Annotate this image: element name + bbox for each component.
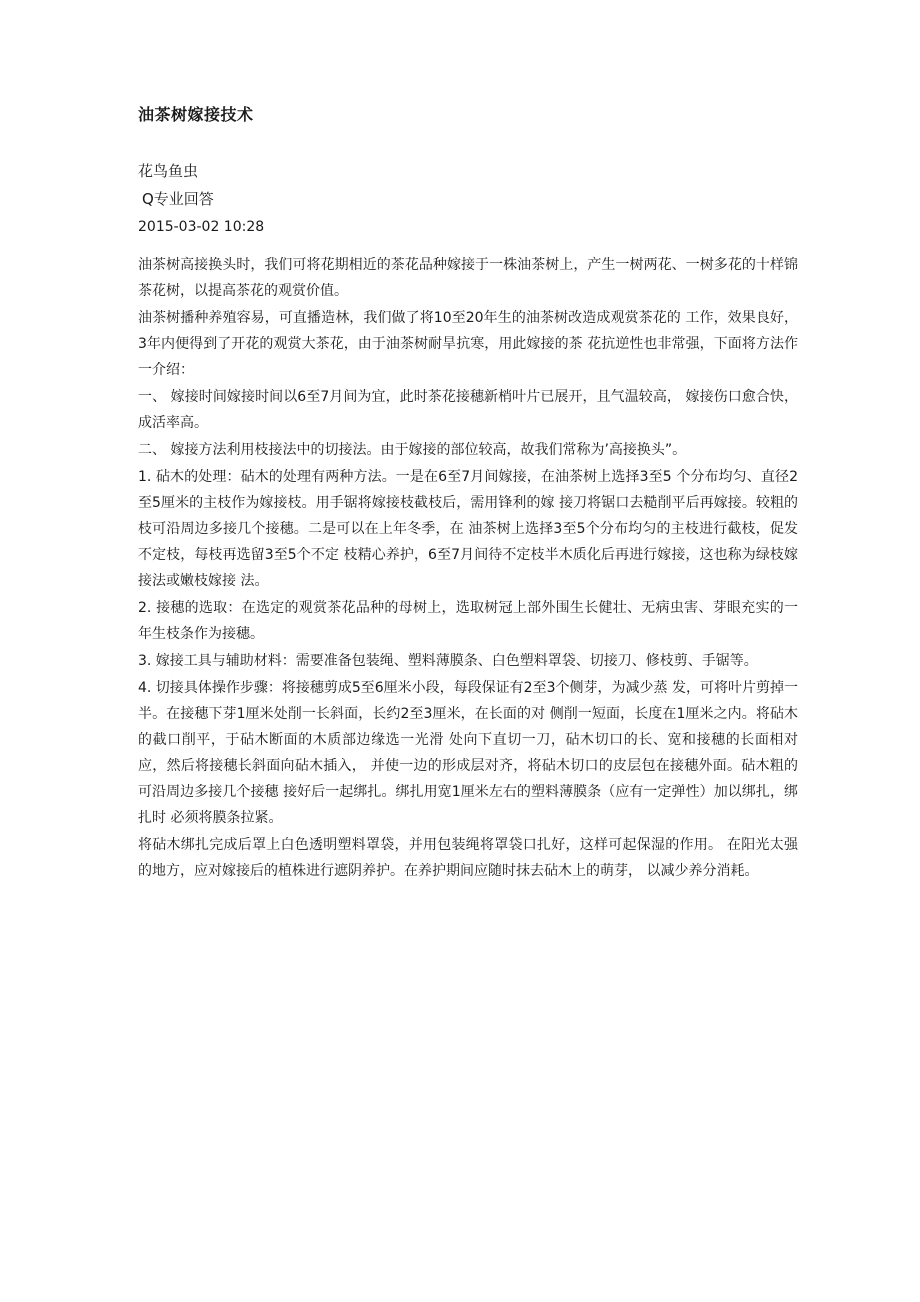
article-body — [138, 252, 798, 884]
author-name: 花鸟鱼虫 — [138, 162, 199, 180]
paragraph-intro: 油茶树高接换头时，我们可将花期相近的茶花品种嫁接于一株油茶树上，产生一树两花、一树多花的十样锦茶花树，以提高茶花的观赏价值。 — [138, 257, 798, 299]
paragraph-background: 油茶树播种养殖容易，可直播造林，我们做了将10至20年生的油茶树改造成观赏茶花的 工作，效果良好，3年内便得到了开花的观赏大茶花，由于油茶树耐旱抗寒，用此嫁接的茶 花抗逆性也非常强，下面将方法作一介绍： — [138, 310, 798, 378]
article — [138, 100, 798, 885]
answer-tag: Q专业回答 — [142, 190, 214, 208]
page-title: 油茶树嫁接技术 — [138, 105, 254, 124]
paragraph-method: 二、 嫁接方法利用枝接法中的切接法。由于嫁接的部位较高，故我们常称为’高接换头”。 — [138, 442, 687, 458]
paragraph-tools: 3. 嫁接工具与辅助材料：需要准备包装绳、塑料薄膜条、白色塑料罩袋、切接刀、修枝剪、手锯等。 — [138, 653, 758, 669]
paragraph-steps: 4. 切接具体操作步骤：将接穗剪成5至6厘米小段，每段保证有2至3个侧芽，为减少蒸 发，可将叶片剪掉一半。在接穗下芽1厘米处削一长斜面，长约2至3厘米，在长面的对 侧削一短面，长度在1厘米之内。将砧木的截口削平，于砧木断面的木质部边缘选一光滑 处向下直切一刀，砧木切口的长、宽和接穗的长面相对应，然后将接穗长斜面向砧木插入， 并使一边的形成层对齐，将砧木切口的皮层包在接穗外面。砧木粗的可沿周边多接几个接穗 接好后一起绑扎。绑扎用宽1厘米左右的塑料薄膜条（应有一定弹性）加以绑扎，绑扎时 必须将膜条拉紧。 — [138, 680, 798, 826]
paragraph-rootstock: 1. 砧木的处理：砧木的处理有两种方法。一是在6至7月间嫁接，在油茶树上选择3至5 个分布均匀、直径2至5厘米的主枝作为嫁接枝。用手锯将嫁接枝截枝后，需用锋利的嫁 接刀将锯口去糙削平后再嫁接。较粗的枝可沿周边多接几个接穗。二是可以在上年冬季，在 油茶树上选择3至5个分布均匀的主枝进行截枝，促发不定枝，每枝再选留3至5个不定 枝精心养护，6至7月间待不定枝半木质化后再进行嫁接，这也称为绿枝嫁接法或嫩枝嫁接 法。 — [138, 469, 798, 589]
publish-date: 2015-03-02 10:28 — [138, 219, 265, 235]
paragraph-aftercare: 将砧木绑扎完成后罩上白色透明塑料罩袋，并用包装绳将罩袋口扎好，这样可起保湿的作用。 在阳光太强的地方，应对嫁接后的植株进行遮阴养护。在养护期间应随时抹去砧木上的萌芽， 以减少养分消耗。 — [138, 837, 798, 879]
paragraph-scion: 2. 接穗的选取：在选定的观赏茶花品种的母树上，选取树冠上部外围生长健壮、无病虫害、芽眼充实的一年生枝条作为接穗。 — [138, 600, 798, 642]
paragraph-time: 一、 嫁接时间嫁接时间以6至7月间为宜，此时茶花接穗新梢叶片已展开，且气温较高， 嫁接伤口愈合快，成活率高。 — [138, 389, 798, 431]
